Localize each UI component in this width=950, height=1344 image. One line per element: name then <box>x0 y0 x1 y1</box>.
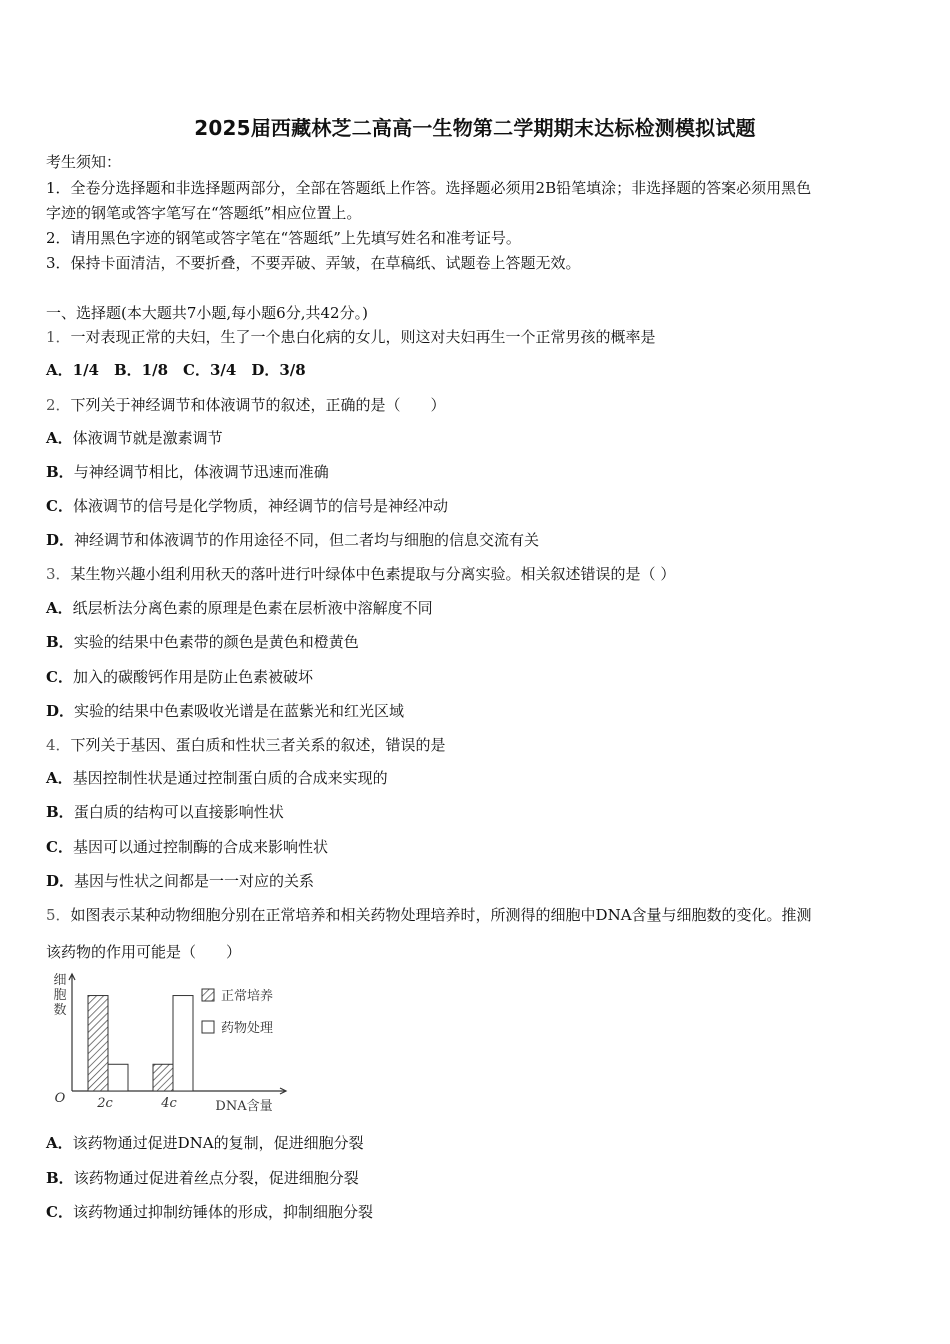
option-text: 该药物通过抑制纺锤体的形成，抑制细胞分裂 <box>72 1203 373 1221</box>
option-key: C． <box>46 1203 73 1221</box>
notice-heading: 考生须知： <box>46 153 122 171</box>
question-text: 某生物兴趣小组利用秋天的落叶进行叶绿体中色素提取与分离实验。相关叙述错误的是（ ） <box>70 565 676 583</box>
question-5-stem <box>46 905 812 925</box>
option-text: 该药物通过促进DNA的复制，促进细胞分裂 <box>72 1134 364 1152</box>
option-key: D． <box>46 702 75 720</box>
section-heading: 一、选择题(本大题共7小题,每小题6分,共42分。) <box>46 304 368 322</box>
question-number: 1． <box>46 328 71 346</box>
notice-item: 2．请用黑色字迹的钢笔或答字笔在“答题纸”上先填写姓名和准考证号。 <box>46 229 521 247</box>
option <box>46 802 284 822</box>
question-1-options: A．1/4 B．1/8 C．3/4 D．3/8 <box>46 361 306 379</box>
question-5-stem-cont: 该药物的作用可能是（ ） <box>46 943 242 961</box>
option-text: 基因控制性状是通过控制蛋白质的合成来实现的 <box>72 769 388 787</box>
question-text: 下列关于神经调节和体液调节的叙述，正确的是（ ） <box>70 396 446 414</box>
option <box>46 428 223 448</box>
option-text: 神经调节和体液调节的作用途径不同，但二者均与细胞的信息交流有关 <box>74 531 540 549</box>
question-text: 一对表现正常的夫妇，生了一个患白化病的女儿，则这对夫妇再生一个正常男孩的概率是 <box>70 328 656 346</box>
question-number: 5． <box>46 906 71 924</box>
page-title: 2025届西藏林芝二高高一生物第二学期期末达标检测模拟试题 <box>194 116 756 140</box>
option-key: A． <box>46 769 73 787</box>
option-key: D． <box>46 872 75 890</box>
option-text: 该药物通过促进着丝点分裂，促进细胞分裂 <box>73 1169 359 1187</box>
origin-label: O <box>54 1091 66 1106</box>
x-tick-label: 2c <box>97 1096 113 1111</box>
option-key: A． <box>46 1134 73 1152</box>
option-text: 纸层析法分离色素的原理是色素在层析液中溶解度不同 <box>72 599 433 617</box>
notice-item: 1．全卷分选择题和非选择题两部分，全部在答题纸上作答。选择题必须用2B铅笔填涂；非选择题的答案必须用黑色 <box>46 179 812 197</box>
question-number: 2． <box>46 396 71 414</box>
question-4-stem <box>46 735 446 755</box>
option <box>46 598 433 618</box>
question-2-stem <box>46 395 446 415</box>
option <box>46 632 359 652</box>
option-key: A． <box>46 429 73 447</box>
option <box>46 1202 373 1222</box>
bar-drug-2c <box>108 1064 128 1091</box>
option-text: 蛋白质的结构可以直接影响性状 <box>73 803 284 821</box>
question-text: 如图表示某种动物细胞分别在正常培养和相关药物处理培养时，所测得的细胞中DNA含量与细胞数的变化。推测 <box>70 906 812 924</box>
option-text: 基因可以通过控制酶的合成来影响性状 <box>72 838 328 856</box>
notice-item: 字迹的钢笔或答字笔写在“答题纸”相应位置上。 <box>46 204 362 222</box>
option-key: C． <box>46 838 73 856</box>
question-1-stem <box>46 327 656 347</box>
dna-content-chart <box>46 968 296 1118</box>
option-text: 体液调节的信号是化学物质，神经调节的信号是神经冲动 <box>72 497 448 515</box>
option-key: B． <box>46 633 74 651</box>
option-key: B． <box>46 803 74 821</box>
y-axis-label: 细胞数 <box>53 973 67 1018</box>
x-tick-label: 4c <box>161 1096 177 1111</box>
option-key: C． <box>46 497 73 515</box>
option-key: B． <box>46 463 74 481</box>
option <box>46 462 329 482</box>
chart-svg <box>46 968 296 1118</box>
option <box>46 871 314 891</box>
option-text: 体液调节就是激素调节 <box>72 429 223 447</box>
question-text: 下列关于基因、蛋白质和性状三者关系的叙述，错误的是 <box>70 736 446 754</box>
option <box>46 1133 364 1153</box>
question-number: 4． <box>46 736 71 754</box>
legend-swatch-drug <box>202 1021 214 1033</box>
option <box>46 667 313 687</box>
option-key: B． <box>46 1169 74 1187</box>
option <box>46 1168 359 1188</box>
legend-label-drug: 药物处理 <box>221 1021 274 1036</box>
legend-swatch-normal <box>202 989 214 1001</box>
option-key: D． <box>46 531 75 549</box>
bar-drug-4c <box>173 996 193 1091</box>
option <box>46 530 539 550</box>
question-number: 3． <box>46 565 71 583</box>
option-text: 与神经调节相比，体液调节迅速而准确 <box>73 463 329 481</box>
option <box>46 837 328 857</box>
option-text: 基因与性状之间都是一一对应的关系 <box>74 872 315 890</box>
legend-label-normal: 正常培养 <box>221 989 274 1004</box>
bar-normal-2c <box>88 996 108 1091</box>
bar-normal-4c <box>153 1064 173 1091</box>
option <box>46 496 448 516</box>
option <box>46 701 404 721</box>
option-key: C． <box>46 668 73 686</box>
option-text: 实验的结果中色素带的颜色是黄色和橙黄色 <box>73 633 359 651</box>
notice-item: 3．保持卡面清洁，不要折叠，不要弄破、弄皱，在草稿纸、试题卷上答题无效。 <box>46 254 581 272</box>
option <box>46 768 388 788</box>
option-text: 加入的碳酸钙作用是防止色素被破坏 <box>72 668 313 686</box>
x-axis-label: DNA含量 <box>215 1099 273 1114</box>
option-text: 实验的结果中色素吸收光谱是在蓝紫光和红光区域 <box>74 702 405 720</box>
option-key: A． <box>46 599 73 617</box>
question-3-stem <box>46 564 675 584</box>
